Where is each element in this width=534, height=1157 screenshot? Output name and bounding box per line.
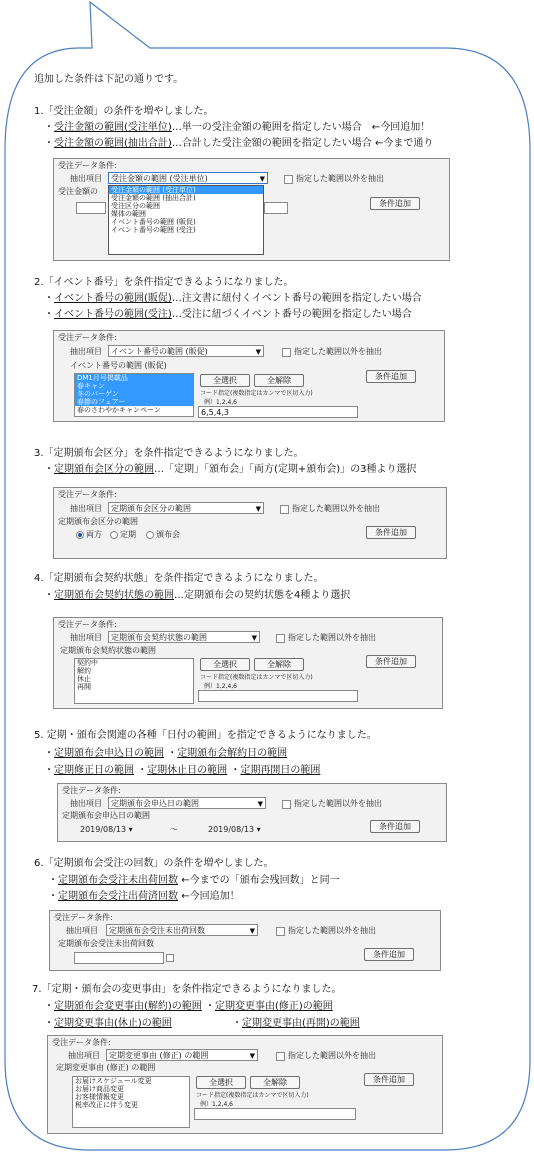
date-label: 定期頒布会申込日の範囲 bbox=[62, 811, 150, 820]
add-condition-button[interactable]: 条件追加 bbox=[370, 197, 420, 210]
link-event-promo[interactable]: イベント番号の範囲(販促) bbox=[54, 293, 172, 304]
status-listbox[interactable] bbox=[74, 658, 194, 704]
add-condition-button[interactable]: 条件追加 bbox=[370, 820, 420, 833]
group-label: 受注データ条件: bbox=[58, 620, 117, 629]
section1-heading: 1.「受注金額」の条件を増やしました。 bbox=[34, 106, 214, 117]
section1-line2: ・受注金額の範囲(抽出合計)…合計した受注金額の範囲を指定したい場合 ←今まで通り bbox=[44, 138, 434, 149]
radio-distribution-label: 頒布会 bbox=[156, 530, 180, 539]
radio-subscription-label: 定期 bbox=[120, 530, 136, 539]
count-label: 定期頒布会受注未出荷回数 bbox=[58, 939, 154, 948]
section5-panel bbox=[57, 783, 447, 842]
link-change-reason-resume[interactable]: 定期変更事由(再開)の範囲 bbox=[242, 1018, 360, 1029]
list-item[interactable]: お届け商品変更 bbox=[75, 1085, 124, 1093]
add-condition-button[interactable]: 条件追加 bbox=[366, 655, 416, 668]
list-item[interactable]: 契約中 bbox=[77, 659, 98, 667]
exclude-checkbox[interactable] bbox=[282, 800, 291, 809]
section3-panel bbox=[53, 487, 447, 559]
extract-label: 抽出項目 bbox=[70, 633, 102, 642]
code-hint: コード指定(複数指定はカンマで区切入力) bbox=[200, 674, 313, 681]
extract-label: 抽出項目 bbox=[70, 504, 102, 513]
list-item[interactable]: DM1月号掲載品 bbox=[75, 374, 193, 382]
exclude-label: 指定した範囲以外を抽出 bbox=[288, 1051, 376, 1060]
section7-line2: ・定期変更事由(休止)の範囲 bbox=[44, 1018, 172, 1029]
radio-subscription[interactable] bbox=[110, 531, 118, 539]
group-label: 受注データ条件: bbox=[54, 913, 113, 922]
section2-panel bbox=[53, 330, 445, 422]
amount-to-input[interactable] bbox=[264, 202, 288, 214]
section5-heading: 5. 定期・頒布会関連の各種「日付の範囲」を指定できるようになりました。 bbox=[34, 730, 377, 741]
section7-line2b: ・定期変更事由(再開)の範囲 bbox=[232, 1018, 360, 1029]
group-label: 受注データ条件: bbox=[58, 161, 117, 170]
select-all-button[interactable]: 全選択 bbox=[200, 374, 250, 387]
exclude-label: 指定した範囲以外を抽出 bbox=[294, 799, 382, 808]
event-label: イベント番号の範囲 (販促) bbox=[70, 361, 167, 370]
list-item[interactable]: 休止 bbox=[77, 675, 91, 683]
tilde: ～ bbox=[170, 825, 178, 834]
section1-panel bbox=[53, 158, 450, 261]
link-cancel-date[interactable]: 定期頒布会解約日の範囲 bbox=[177, 748, 288, 759]
code-example: 例）1,2,4,6 bbox=[204, 683, 237, 690]
dropdown-option[interactable]: 受注金額の範囲 (抽出合計) bbox=[111, 194, 196, 202]
section7-panel bbox=[47, 1035, 443, 1134]
group-label: 受注データ条件: bbox=[58, 490, 117, 499]
amount-label: 受注金額の bbox=[58, 187, 98, 196]
extract-label: 抽出項目 bbox=[66, 926, 98, 935]
extract-select[interactable]: 定期頒布会契約状態の範囲 ▼ bbox=[108, 631, 260, 643]
count-input[interactable] bbox=[74, 952, 164, 964]
code-example: 例）1,2,4,6 bbox=[204, 399, 237, 406]
select-all-button[interactable]: 全選択 bbox=[196, 1076, 246, 1089]
intro-text: 追加した条件は下記の通りです。 bbox=[34, 74, 184, 85]
link-order-amount-total[interactable]: 受注金額の範囲(抽出合計) bbox=[54, 138, 172, 149]
link-order-amount-unit[interactable]: 受注金額の範囲(受注単位) bbox=[54, 122, 172, 133]
list-item[interactable]: 再開 bbox=[77, 683, 91, 691]
link-subscription-type[interactable]: 定期頒布会区分の範囲 bbox=[54, 464, 154, 475]
exclude-checkbox[interactable] bbox=[276, 1052, 285, 1061]
link-apply-date[interactable]: 定期頒布会申込日の範囲 bbox=[54, 748, 164, 759]
code-input[interactable] bbox=[194, 1108, 356, 1120]
group-label: 受注データ条件: bbox=[62, 786, 121, 795]
code-input[interactable]: 6,5,4,3 bbox=[198, 406, 358, 418]
add-condition-button[interactable]: 条件追加 bbox=[366, 526, 416, 539]
code-example: 例）1,2,4,6 bbox=[200, 1101, 233, 1108]
exclude-label: 指定した範囲以外を抽出 bbox=[292, 504, 380, 513]
link-shipped-count[interactable]: 定期頒布会受注出荷済回数 bbox=[58, 891, 178, 902]
link-contract-status[interactable]: 定期頒布会契約状態の範囲 bbox=[54, 590, 174, 601]
radio-both[interactable] bbox=[76, 531, 84, 539]
section6-heading: 6.「定期頒布会受注の回数」の条件を増やしました。 bbox=[34, 858, 274, 869]
exclude-label: 指定した範囲以外を抽出 bbox=[288, 633, 376, 642]
section6-line2: ・定期頒布会受注出荷済回数 ←今回追加！ bbox=[48, 891, 240, 902]
section2-line2: ・イベント番号の範囲(受注)…受注に紐づくイベント番号の範囲を指定したい場合 bbox=[44, 309, 412, 320]
exclude-checkbox[interactable] bbox=[276, 927, 285, 936]
section4-panel bbox=[53, 617, 443, 709]
extract-label: 抽出項目 bbox=[68, 1051, 100, 1060]
deselect-all-button[interactable]: 全解除 bbox=[254, 374, 304, 387]
section5-line1: ・定期頒布会申込日の範囲 ・定期頒布会解約日の範囲 bbox=[44, 748, 288, 759]
dropdown-option[interactable]: 受注金額の範囲 (受注単位) bbox=[109, 186, 263, 194]
list-item[interactable]: 春キャン bbox=[75, 382, 193, 390]
dropdown-option[interactable]: 媒体の範囲 bbox=[111, 210, 146, 218]
link-modify-date[interactable]: 定期修正日の範囲 bbox=[54, 765, 134, 776]
section6-panel bbox=[49, 910, 441, 971]
extract-dropdown-list[interactable] bbox=[108, 185, 264, 255]
section7-heading: 7.「定期・頒布会の変更事由」を条件指定できるようになりました。 bbox=[32, 984, 342, 995]
status-label: 定期頒布会契約状態の範囲 bbox=[60, 646, 156, 655]
exclude-checkbox[interactable] bbox=[282, 348, 291, 357]
link-resume-date[interactable]: 定期再開日の範囲 bbox=[240, 765, 321, 776]
exclude-checkbox[interactable] bbox=[284, 175, 293, 184]
extract-select[interactable]: 定期変更事由 (修正) の範囲 ▼ bbox=[106, 1049, 258, 1061]
add-condition-button[interactable]: 条件追加 bbox=[364, 1073, 414, 1086]
link-pause-date[interactable]: 定期休止日の範囲 bbox=[147, 765, 228, 776]
dropdown-option[interactable]: イベント番号の範囲 (販促) bbox=[111, 218, 196, 226]
section6-line1: ・定期頒布会受注未出荷回数 ←今までの「頒布会残回数」と同一 bbox=[48, 875, 340, 886]
link-change-reason-modify[interactable]: 定期変更事由(修正)の範囲 bbox=[215, 1001, 333, 1012]
list-item[interactable]: 解約 bbox=[77, 667, 91, 675]
group-label: 受注データ条件: bbox=[52, 1038, 111, 1047]
extract-select[interactable]: イベント番号の範囲 (販促) ▼ bbox=[108, 345, 264, 357]
extract-label: 抽出項目 bbox=[70, 174, 102, 183]
exclude-label: 指定した範囲以外を抽出 bbox=[296, 174, 384, 183]
link-change-reason-cancel[interactable]: 定期頒布会変更事由(解約)の範囲 bbox=[54, 1001, 202, 1012]
radio-both-label: 両方 bbox=[86, 530, 102, 539]
link-event-order[interactable]: イベント番号の範囲(受注) bbox=[54, 309, 172, 320]
exclude-checkbox[interactable] bbox=[280, 505, 289, 514]
section2-line1: ・イベント番号の範囲(販促)…注文書に紐付くイベント番号の範囲を指定したい場合 bbox=[44, 293, 422, 304]
section5-line2: ・定期修正日の範囲 ・定期休止日の範囲 ・定期再開日の範囲 bbox=[44, 765, 321, 776]
dropdown-option[interactable]: イベント番号の範囲 (受注) bbox=[111, 226, 196, 234]
list-item[interactable]: 税率改正に伴う変更 bbox=[75, 1101, 138, 1109]
section3-line1: ・定期頒布会区分の範囲…「定期」「頒布会」「両方(定期+頒布会)」の3種より選択 bbox=[44, 464, 417, 475]
code-hint: コード指定(複数指定はカンマで区切入力) bbox=[196, 1092, 309, 1099]
code-hint: コード指定(複数指定はカンマで区切入力) bbox=[200, 390, 313, 397]
extract-select[interactable]: 定期頒布会区分の範囲 ▼ bbox=[108, 502, 264, 514]
list-item[interactable]: お客様情報変更 bbox=[75, 1093, 124, 1101]
list-item[interactable]: 春節のフェアー bbox=[75, 398, 193, 406]
extract-select[interactable]: 定期頒布会申込日の範囲 ▼ bbox=[108, 797, 266, 809]
type-label: 定期頒布会区分の範囲 bbox=[58, 517, 138, 526]
link-change-reason-pause[interactable]: 定期変更事由(休止)の範囲 bbox=[54, 1018, 172, 1029]
reason-listbox[interactable] bbox=[72, 1076, 190, 1128]
extract-label: 抽出項目 bbox=[70, 799, 102, 808]
count-spin-icon[interactable] bbox=[166, 954, 174, 962]
reason-label: 定期変更事由 (修正) の範囲 bbox=[56, 1063, 156, 1072]
link-unshipped-count[interactable]: 定期頒布会受注未出荷回数 bbox=[58, 875, 178, 886]
extract-label: 抽出項目 bbox=[70, 347, 102, 356]
extract-select[interactable]: 定期頒布会受注未出荷回数 ▼ bbox=[106, 924, 258, 936]
group-label: 受注データ条件: bbox=[58, 333, 117, 342]
select-all-button[interactable]: 全選択 bbox=[200, 658, 250, 671]
deselect-all-button[interactable]: 全解除 bbox=[254, 658, 304, 671]
section7-line1: ・定期頒布会変更事由(解約)の範囲 ・定期変更事由(修正)の範囲 bbox=[44, 1001, 333, 1012]
date-from-picker[interactable]: 2019/08/13 ▾ bbox=[80, 825, 133, 834]
section3-heading: 3.「定期頒布会区分」を条件指定できるようになりました。 bbox=[34, 448, 304, 459]
amount-from-input[interactable] bbox=[76, 202, 106, 214]
radio-distribution[interactable] bbox=[146, 531, 154, 539]
deselect-all-button[interactable]: 全解除 bbox=[250, 1076, 300, 1089]
extract-select[interactable]: 受注金額の範囲 (受注単位) ▼ bbox=[108, 172, 268, 184]
add-condition-button[interactable]: 条件追加 bbox=[364, 948, 414, 961]
list-item[interactable]: お届けスケジュール変更 bbox=[75, 1077, 152, 1085]
section4-heading: 4.「定期頒布会契約状態」を条件指定できるようになりました。 bbox=[34, 573, 324, 584]
code-input[interactable] bbox=[198, 690, 358, 702]
section2-heading: 2.「イベント番号」を条件指定できるようになりました。 bbox=[34, 277, 294, 288]
date-to-picker[interactable]: 2019/08/13 ▾ bbox=[208, 825, 261, 834]
exclude-checkbox[interactable] bbox=[276, 634, 285, 643]
section4-line1: ・定期頒布会契約状態の範囲…定期頒布会の契約状態を4種より選択 bbox=[44, 590, 351, 601]
exclude-label: 指定した範囲以外を抽出 bbox=[294, 347, 382, 356]
dropdown-option[interactable]: 受注区分の範囲 bbox=[111, 202, 160, 210]
exclude-label: 指定した範囲以外を抽出 bbox=[288, 926, 376, 935]
list-item[interactable]: 冬のバーゲン bbox=[75, 390, 193, 398]
event-listbox[interactable] bbox=[74, 373, 194, 417]
section1-line1: ・受注金額の範囲(受注単位)…単一の受注金額の範囲を指定したい場合 ←今回追加！ bbox=[44, 122, 431, 133]
add-condition-button[interactable]: 条件追加 bbox=[366, 370, 416, 383]
list-item[interactable]: 春のさわやかキャンペーン bbox=[77, 406, 161, 414]
